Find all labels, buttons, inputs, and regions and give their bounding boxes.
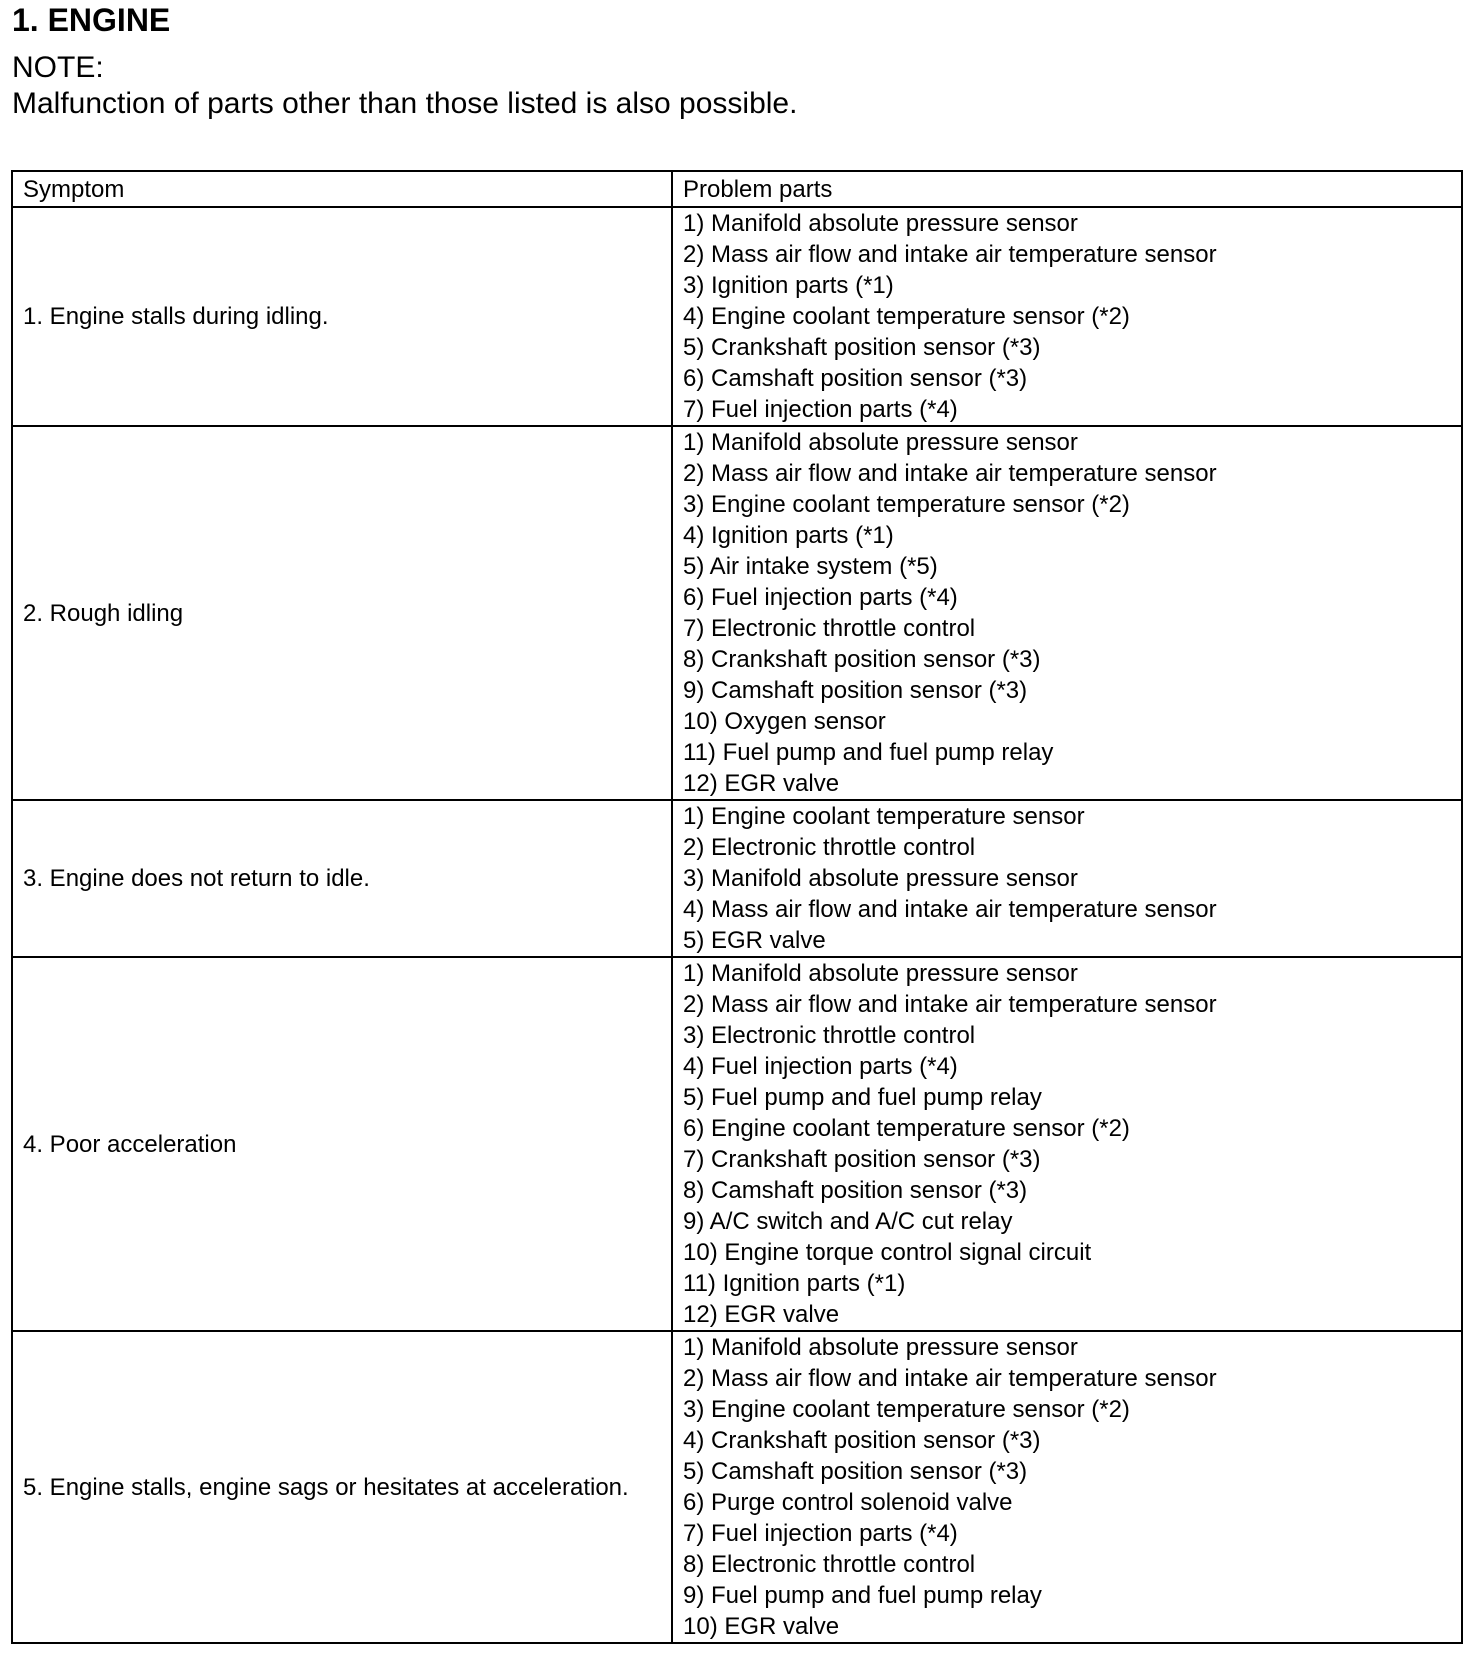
problem-part-item: 9) A/C switch and A/C cut relay <box>683 1208 1013 1235</box>
problem-part-item: 10) Oxygen sensor <box>683 708 886 735</box>
problem-part-item: 3) Ignition parts (*1) <box>683 272 894 299</box>
table-row <box>12 800 1462 957</box>
problem-part-item: 4) Engine coolant temperature sensor (*2) <box>683 303 1130 330</box>
section-title: 1. ENGINE <box>12 2 171 38</box>
problem-part-item: 1) Manifold absolute pressure sensor <box>683 210 1078 237</box>
problem-part-item: 2) Mass air flow and intake air temperature sensor <box>683 460 1217 487</box>
symptom-cell: 5. Engine stalls, engine sags or hesitates at acceleration. <box>12 1331 672 1643</box>
problem-part-item: 10) Engine torque control signal circuit <box>683 1239 1092 1266</box>
problem-part-item: 5) EGR valve <box>683 927 826 954</box>
problem-part-item: 1) Engine coolant temperature sensor <box>683 803 1085 830</box>
problem-part-item: 3) Engine coolant temperature sensor (*2) <box>683 491 1130 518</box>
problem-parts-cell <box>672 207 1462 426</box>
problem-part-item: 9) Camshaft position sensor (*3) <box>683 677 1028 704</box>
symptom-cell: 2. Rough idling <box>12 426 672 800</box>
problem-part-item: 8) Electronic throttle control <box>683 1551 976 1578</box>
header-problem-parts: Problem parts <box>672 171 1462 207</box>
problem-parts-cell <box>672 1331 1462 1643</box>
problem-part-item: 1) Manifold absolute pressure sensor <box>683 1334 1078 1361</box>
table-header-row <box>12 171 1462 207</box>
note-label: NOTE: <box>12 51 104 84</box>
symptom-cell: 4. Poor acceleration <box>12 957 672 1331</box>
problem-part-item: 6) Camshaft position sensor (*3) <box>683 365 1028 392</box>
problem-part-item: 4) Mass air flow and intake air temperature sensor <box>683 896 1217 923</box>
problem-part-item: 6) Engine coolant temperature sensor (*2) <box>683 1115 1130 1142</box>
problem-part-item: 5) Camshaft position sensor (*3) <box>683 1458 1028 1485</box>
problem-part-item: 7) Fuel injection parts (*4) <box>683 396 958 423</box>
problem-part-item: 2) Mass air flow and intake air temperature sensor <box>683 1365 1217 1392</box>
problem-part-item: 4) Crankshaft position sensor (*3) <box>683 1427 1041 1454</box>
problem-part-item: 11) Fuel pump and fuel pump relay <box>683 739 1054 766</box>
problem-part-item: 7) Crankshaft position sensor (*3) <box>683 1146 1041 1173</box>
symptom-cell: 3. Engine does not return to idle. <box>12 800 672 957</box>
problem-part-item: 10) EGR valve <box>683 1613 840 1640</box>
problem-part-item: 7) Electronic throttle control <box>683 615 976 642</box>
table-row <box>12 207 1462 426</box>
problem-part-item: 7) Fuel injection parts (*4) <box>683 1520 958 1547</box>
problem-part-item: 12) EGR valve <box>683 770 840 797</box>
table-row <box>12 957 1462 1331</box>
problem-part-item: 2) Electronic throttle control <box>683 834 976 861</box>
problem-part-item: 5) Air intake system (*5) <box>683 553 938 580</box>
problem-part-item: 4) Ignition parts (*1) <box>683 522 894 549</box>
problem-part-item: 5) Fuel pump and fuel pump relay <box>683 1084 1042 1111</box>
problem-part-item: 6) Fuel injection parts (*4) <box>683 584 958 611</box>
symptom-cell: 1. Engine stalls during idling. <box>12 207 672 426</box>
problem-part-item: 4) Fuel injection parts (*4) <box>683 1053 958 1080</box>
table-row <box>12 426 1462 800</box>
problem-parts-cell <box>672 957 1462 1331</box>
note-text: Malfunction of parts other than those listed is also possible. <box>12 87 798 120</box>
troubleshooting-table <box>11 170 1463 1644</box>
problem-part-item: 11) Ignition parts (*1) <box>683 1270 906 1297</box>
header-symptom: Symptom <box>12 171 672 207</box>
problem-part-item: 3) Engine coolant temperature sensor (*2) <box>683 1396 1130 1423</box>
problem-part-item: 8) Crankshaft position sensor (*3) <box>683 646 1041 673</box>
problem-part-item: 9) Fuel pump and fuel pump relay <box>683 1582 1042 1609</box>
problem-part-item: 5) Crankshaft position sensor (*3) <box>683 334 1041 361</box>
problem-part-item: 1) Manifold absolute pressure sensor <box>683 960 1078 987</box>
problem-part-item: 1) Manifold absolute pressure sensor <box>683 429 1078 456</box>
problem-part-item: 2) Mass air flow and intake air temperature sensor <box>683 241 1217 268</box>
problem-part-item: 2) Mass air flow and intake air temperature sensor <box>683 991 1217 1018</box>
problem-part-item: 3) Manifold absolute pressure sensor <box>683 865 1078 892</box>
problem-part-item: 3) Electronic throttle control <box>683 1022 976 1049</box>
table-body <box>12 171 1462 1643</box>
problem-part-item: 8) Camshaft position sensor (*3) <box>683 1177 1028 1204</box>
problem-parts-cell <box>672 426 1462 800</box>
problem-parts-cell <box>672 800 1462 957</box>
problem-part-item: 12) EGR valve <box>683 1301 840 1328</box>
table-row <box>12 1331 1462 1643</box>
problem-part-item: 6) Purge control solenoid valve <box>683 1489 1013 1516</box>
